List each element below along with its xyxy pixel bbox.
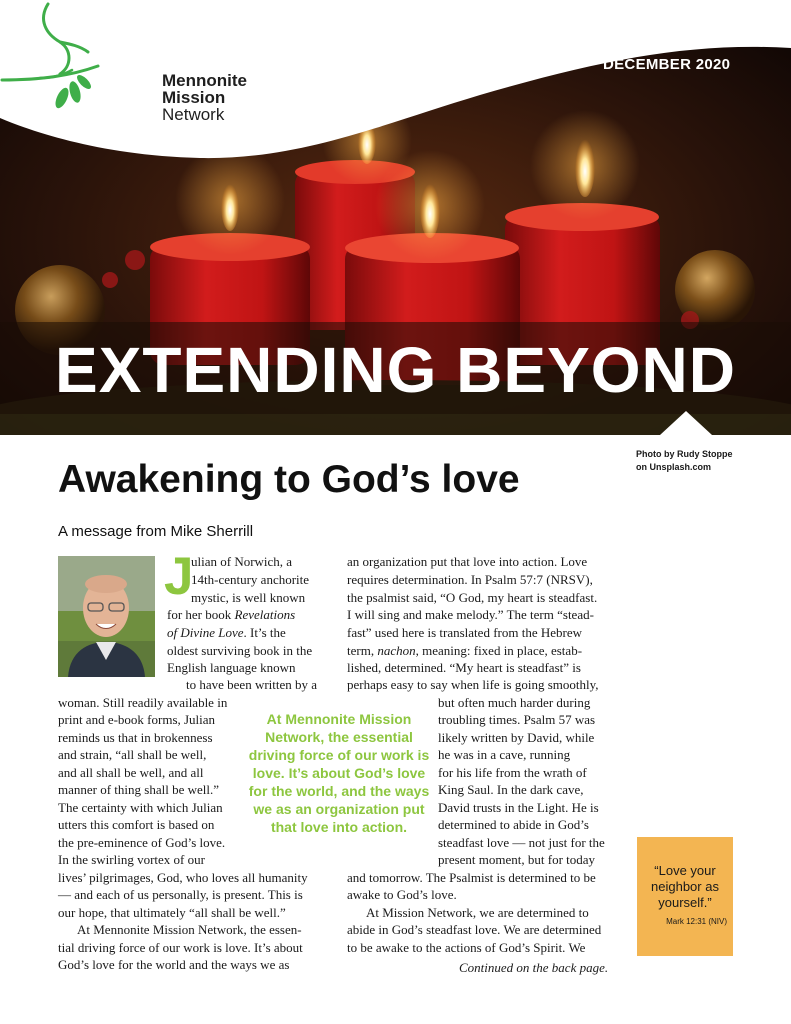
body-line: determined to abide in God’s: [438, 817, 589, 832]
body-line: an organization put that love into action. Love: [347, 554, 588, 569]
logo-wordmark: [162, 72, 247, 123]
body-line: and tomorrow. The Psalmist is determined to be: [347, 870, 596, 885]
body-line: The certainty with which Julian: [58, 800, 223, 815]
body-line-text: term,: [347, 643, 378, 658]
body-line: steadfast love — not just for the: [438, 835, 605, 850]
scripture-callout: [637, 837, 733, 956]
body-line: tial driving force of our work is love. It’s about: [58, 940, 303, 955]
body-line: lished, determined. “My heart is steadfast” is: [347, 660, 581, 675]
drop-cap: J: [164, 547, 194, 606]
article-subtitle: A message from Mike Sherrill: [58, 523, 254, 540]
body-line: God’s love for the world and the ways we as: [58, 957, 290, 972]
photo-credit-line: Photo by Rudy Stoppe: [636, 449, 733, 459]
body-line: English language known: [167, 660, 296, 675]
body-line: At Mission Network, we are determined to: [366, 905, 589, 920]
body-line: David trusts in the Light. He is: [438, 800, 599, 815]
body-line: oldest surviving book in the: [167, 643, 313, 658]
pull-quote: At Mennonite Mission Network, the essential driving force of our work is love. It’s about God’s love for the world, and the ways we as an organization put that love into action.: [248, 711, 430, 835]
body-line: abide in God’s steadfast love. We are determined: [347, 922, 602, 937]
body-line: present moment, but for today: [438, 852, 596, 867]
body-line: and strain, “all shall be well,: [58, 747, 207, 762]
body-line: manner of thing shall be well.”: [58, 782, 220, 797]
body-line: print and e-book forms, Julian: [58, 712, 216, 727]
issue-date: DECEMBER 2020: [603, 56, 731, 73]
body-line-text: . It’s the: [243, 625, 286, 640]
body-line: mystic, is well known: [191, 590, 306, 605]
logo-line-network: Network: [162, 105, 225, 124]
photo-credit: [636, 448, 733, 474]
scripture-reference: Mark 12:31 (NIV): [666, 917, 727, 926]
body-line: utters this comfort is based on: [58, 817, 215, 832]
body-line: [167, 606, 295, 623]
body-line: perhaps easy to say when life is going smoothly,: [347, 677, 599, 692]
body-line: King Saul. In the dark cave,: [438, 782, 584, 797]
body-line: and all shall be well, and all: [58, 765, 204, 780]
book-title: of Divine Love: [167, 625, 244, 640]
body-line: lives’ pilgrimages, God, who loves all humanity: [58, 870, 308, 885]
body-line: but often much harder during: [438, 695, 591, 710]
body-line: reminds us that in brokenness: [58, 730, 213, 745]
body-line-text: for her book: [167, 607, 235, 622]
body-line: the pre-eminence of God’s love.: [58, 835, 226, 850]
body-line: our hope, that ultimately “all shall be well.”: [58, 905, 286, 920]
body-line: In the swirling vortex of our: [58, 852, 205, 867]
body-line: troubling times. Psalm 57 was: [438, 712, 596, 727]
header-photo: [0, 0, 791, 435]
article-title: Awakening to God’s love: [58, 458, 520, 501]
body-line: requires determination. In Psalm 57:7 (NRSV),: [347, 572, 593, 587]
body-line: to be awake to the actions of God’s Spirit. We: [347, 940, 586, 955]
body-line: the psalmist said, “O God, my heart is steadfast.: [347, 590, 598, 605]
body-line: At Mennonite Mission Network, the essen-: [77, 922, 302, 937]
body-line: likely written by David, while: [438, 730, 595, 745]
body-line: [347, 642, 582, 659]
photo-credit-line: on Unsplash.com: [636, 462, 712, 472]
body-line-text: , meaning: fixed in place, estab-: [415, 643, 583, 658]
body-line: 14th-century anchorite: [191, 572, 310, 587]
body-line: he was in a cave, running: [438, 747, 571, 762]
scripture-quote: “Love your neighbor as yourself.”: [651, 863, 719, 910]
masthead-notch: [660, 411, 712, 435]
body-line: to have been written by a: [186, 677, 318, 692]
body-line: for his life from the wrath of: [438, 765, 587, 780]
body-line: woman. Still readily available in: [58, 695, 228, 710]
masthead-title: EXTENDING BEYOND: [55, 334, 736, 406]
hebrew-term: nachon: [377, 643, 416, 658]
body-line: ulian of Norwich, a: [191, 554, 293, 569]
body-line: — and each of us personally, is present. This is: [58, 887, 303, 902]
body-line: I will sing and make melody.” The term “stead-: [347, 607, 594, 622]
continued-note: Continued on the back page.: [459, 960, 609, 975]
author-portrait: [58, 556, 155, 677]
book-title: Revelations: [234, 607, 296, 622]
body-line: awake to God’s love.: [347, 887, 457, 902]
logo-line-mennonite: Mennonite: [162, 71, 247, 90]
body-line: [167, 624, 286, 641]
logo-line-mission: Mission: [162, 88, 226, 107]
body-line: fast” used here is translated from the Hebrew: [347, 625, 582, 640]
